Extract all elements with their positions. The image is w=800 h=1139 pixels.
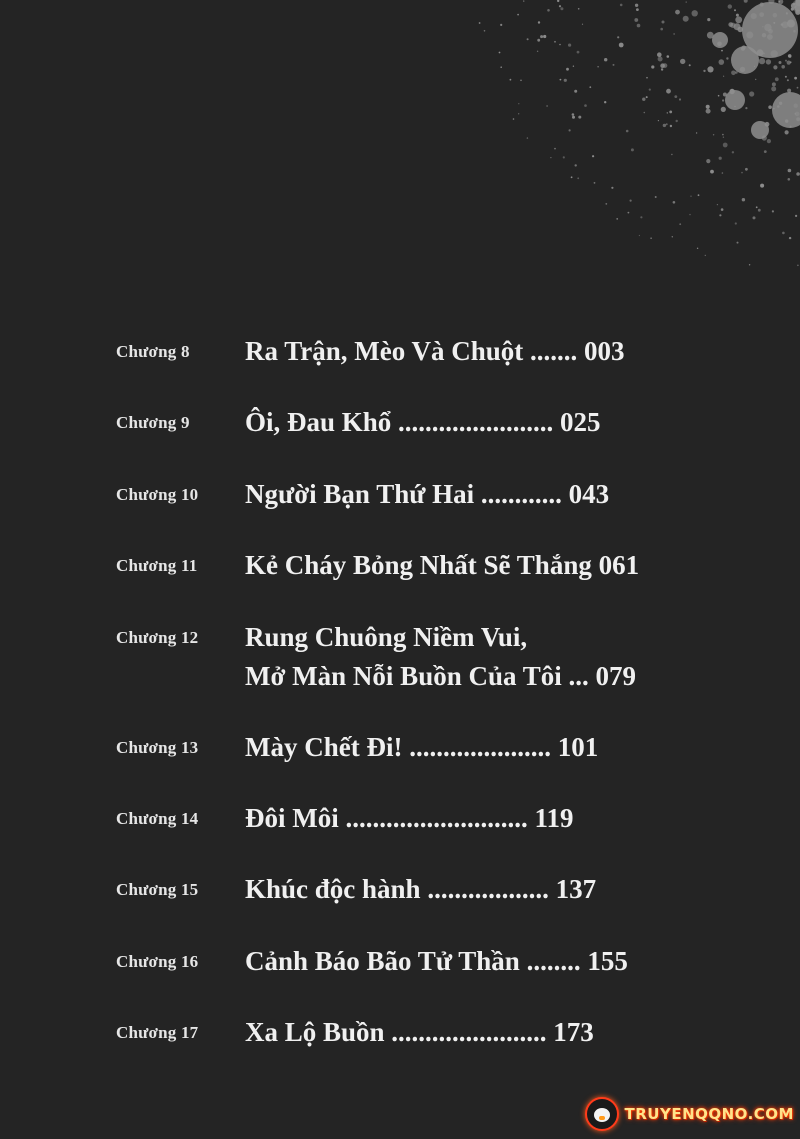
chapter-number: Chương 14 <box>116 809 199 828</box>
chapter-title: Kẻ Cháy Bỏng Nhất Sẽ Thắng 061 <box>245 550 640 580</box>
chapter-title: Đôi Môi ........................... 119 <box>245 803 574 833</box>
chapter-number: Chương 11 <box>116 556 198 575</box>
watermark-text: TRUYENQQNO.COM <box>624 1105 794 1123</box>
chapter-number: Chương 16 <box>116 952 199 971</box>
chapter-number: Chương 17 <box>116 1023 199 1042</box>
chapter-title: Người Bạn Thứ Hai ............ 043 <box>245 479 610 509</box>
chapter-title-line-2: Mở Màn Nỗi Buồn Của Tôi ... 079 <box>245 661 637 691</box>
chapter-title: Ra Trận, Mèo Và Chuột ....... 003 <box>245 336 625 366</box>
chapter-number: Chương 15 <box>116 880 199 899</box>
chapter-title: Khúc độc hành .................. 137 <box>245 874 597 904</box>
chapter-number: Chương 12 <box>116 628 199 647</box>
chapter-number: Chương 9 <box>116 413 190 432</box>
chapter-number: Chương 8 <box>116 342 190 361</box>
penguin-mascot-icon <box>585 1097 619 1131</box>
chapter-title: Mày Chết Đi! ..................... 101 <box>245 732 599 762</box>
chapter-title: Rung Chuông Niềm Vui, <box>245 622 528 652</box>
chapter-number: Chương 13 <box>116 738 199 757</box>
chapter-title: Ôi, Đau Khổ ....................... 025 <box>245 407 601 437</box>
chapter-number: Chương 10 <box>116 485 199 504</box>
chapter-title: Xa Lộ Buồn ....................... 173 <box>245 1017 594 1047</box>
chapter-title: Cảnh Báo Bão Tử Thần ........ 155 <box>245 946 628 976</box>
site-watermark[interactable] <box>585 1097 795 1131</box>
